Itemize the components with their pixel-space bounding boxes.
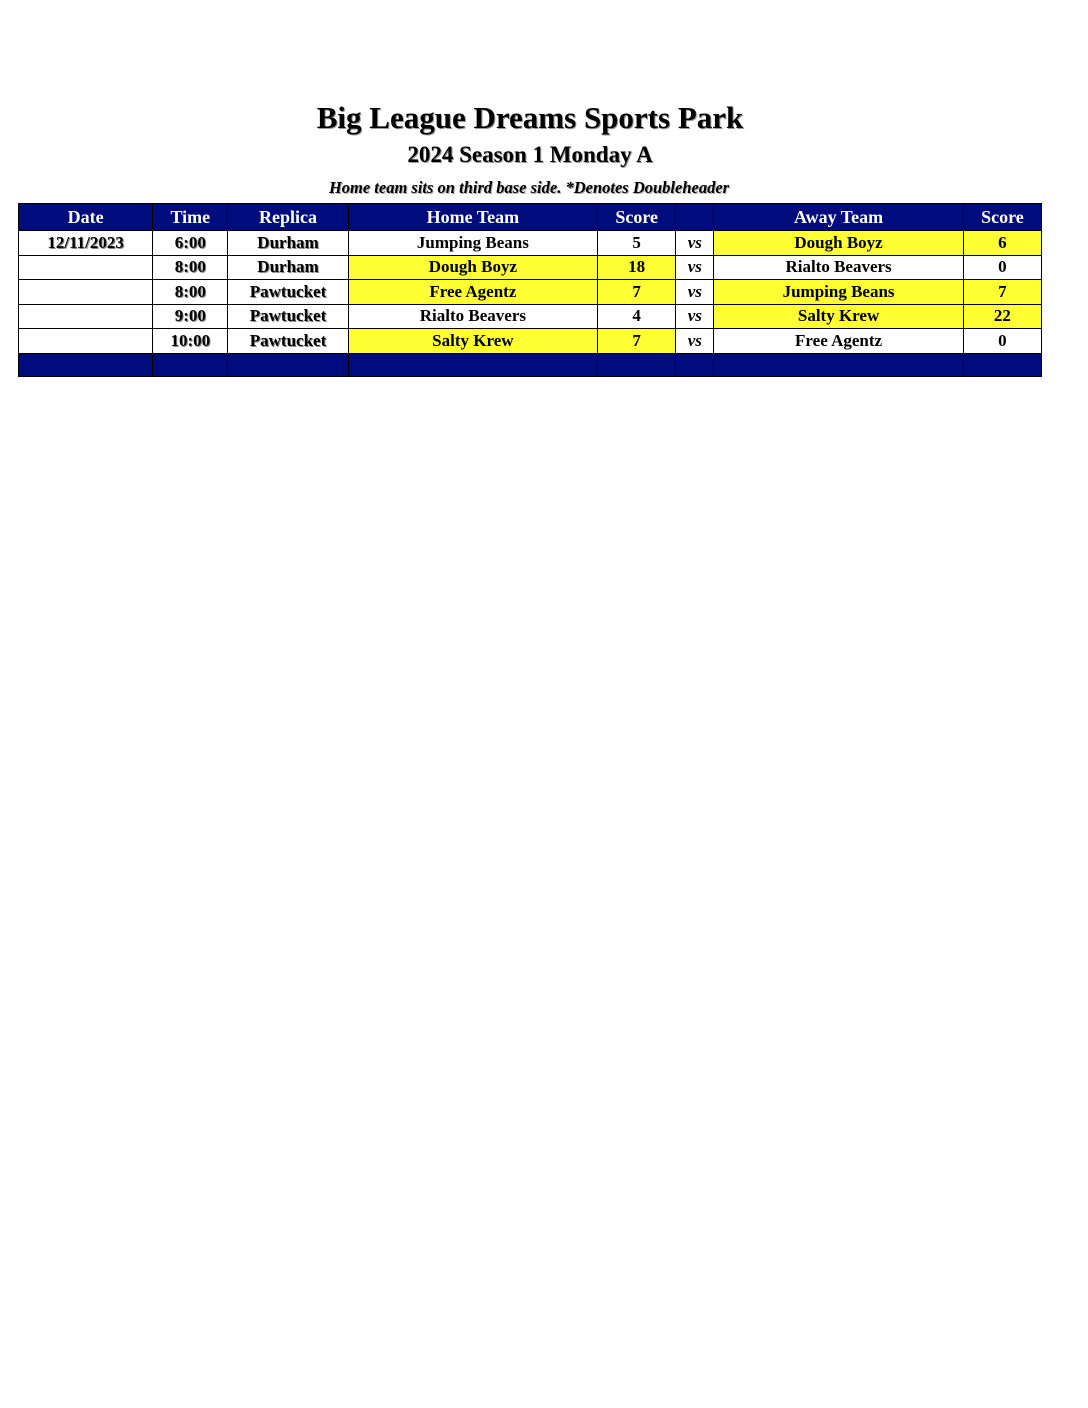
column-header-home-score: Score [598, 204, 676, 231]
table-row [19, 304, 1042, 329]
footer-cell [228, 353, 348, 376]
column-header-away-score: Score [963, 204, 1041, 231]
vs-label: vs [676, 255, 714, 280]
footer-cell [348, 353, 597, 376]
footer-cell [676, 353, 714, 376]
game-date: 12/11/2023 [19, 231, 153, 256]
column-header-time: Time [153, 204, 228, 231]
home-score: 7 [598, 329, 676, 354]
game-date [19, 280, 153, 305]
footer-cell [598, 353, 676, 376]
table-row [19, 231, 1042, 256]
home-score: 4 [598, 304, 676, 329]
game-replica: Durham [228, 231, 348, 256]
away-score: 22 [963, 304, 1041, 329]
table-row [19, 329, 1042, 354]
home-score: 18 [598, 255, 676, 280]
away-team: Jumping Beans [714, 280, 963, 305]
home-team: Jumping Beans [348, 231, 597, 256]
away-team: Salty Krew [714, 304, 963, 329]
game-time: 9:00 [153, 304, 228, 329]
column-header-date: Date [19, 204, 153, 231]
game-replica: Pawtucket [228, 329, 348, 354]
game-time: 10:00 [153, 329, 228, 354]
game-date [19, 255, 153, 280]
page-subtitle: 2024 Season 1 Monday A [407, 142, 653, 167]
away-team: Rialto Beavers [714, 255, 963, 280]
away-team: Dough Boyz [714, 231, 963, 256]
vs-label: vs [676, 231, 714, 256]
footer-cell [153, 353, 228, 376]
footer-cell [19, 353, 153, 376]
schedule-note: Home team sits on third base side. *Denotes Doubleheader [328, 178, 730, 197]
column-header-away-team: Away Team [714, 204, 963, 231]
column-header-replica: Replica [228, 204, 348, 231]
footer-row [19, 353, 1042, 376]
column-header-home-team: Home Team [348, 204, 597, 231]
away-team: Free Agentz [714, 329, 963, 354]
game-replica: Pawtucket [228, 280, 348, 305]
column-header-vs [676, 204, 714, 231]
page-title: Big League Dreams Sports Park [316, 100, 744, 135]
home-team: Dough Boyz [348, 255, 597, 280]
home-team: Rialto Beavers [348, 304, 597, 329]
game-date [19, 329, 153, 354]
away-score: 6 [963, 231, 1041, 256]
home-team: Free Agentz [348, 280, 597, 305]
game-replica: Pawtucket [228, 304, 348, 329]
home-score: 7 [598, 280, 676, 305]
vs-label: vs [676, 280, 714, 305]
away-score: 0 [963, 255, 1041, 280]
away-score: 7 [963, 280, 1041, 305]
game-time: 8:00 [153, 255, 228, 280]
footer-cell [714, 353, 963, 376]
away-score: 0 [963, 329, 1041, 354]
table-row [19, 255, 1042, 280]
game-replica: Durham [228, 255, 348, 280]
game-time: 8:00 [153, 280, 228, 305]
table-row [19, 280, 1042, 305]
game-date [19, 304, 153, 329]
header-row [19, 204, 1042, 231]
vs-label: vs [676, 304, 714, 329]
schedule-table [18, 203, 1042, 377]
home-team: Salty Krew [348, 329, 597, 354]
vs-label: vs [676, 329, 714, 354]
footer-cell [963, 353, 1041, 376]
home-score: 5 [598, 231, 676, 256]
game-time: 6:00 [153, 231, 228, 256]
